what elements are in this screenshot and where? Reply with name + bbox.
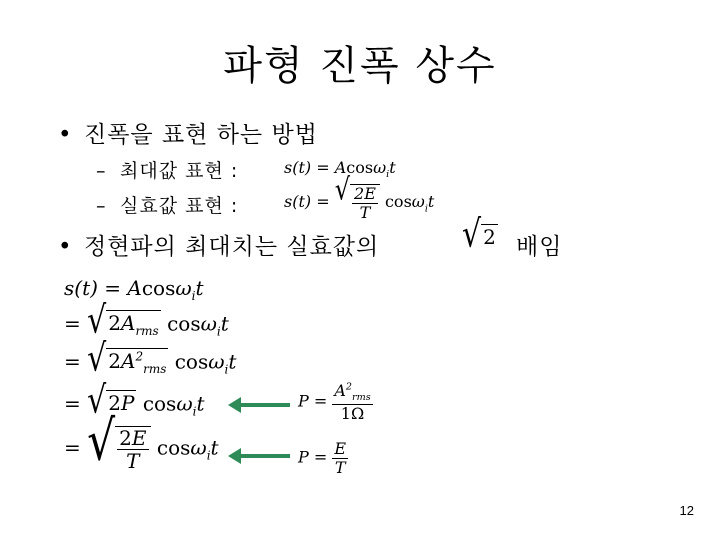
formula-sqrt2: √ 2 [462,212,496,257]
power-formula-1: P = $\frac{A^2_{rms}}{1\Omega}$ [298,381,371,423]
derivation-line-2: = √ $2A_{rms}$ cosω$_i$t [64,298,229,343]
formula-rms: s(t) = √ $\frac{2E}{T}$ cosω$_i$t [284,172,435,222]
sub-peak-representation [96,156,238,183]
bullet-dot: • [58,234,73,260]
bullet-amplitude-methods [58,116,318,149]
sub-text: 최대값 표현 : [120,160,239,182]
page-number: 12 [679,503,694,518]
derivation-line-1: s(t) = Acosω$_i$t [64,276,204,303]
bullet-suffix: 배임 [516,234,563,260]
slide-title: 파형 진폭 상수 [223,43,497,89]
arrow-left-icon [240,403,290,407]
bullet-text: 진폭을 표현 하는 방법 [84,122,318,148]
bullet-peak-rms-relation [58,228,379,261]
derivation-line-5: = √ $\frac{2E}{T}$ cosω$_i$t [64,409,219,474]
formula-peak: s(t) = Acosω$_i$t [284,158,396,181]
power-formula-2: P = $\frac{E}{T}$ [298,439,347,477]
derivation-line-4: = √ 2P cosω$_i$t [64,378,205,423]
sub-text: 실효값 표현 : [120,195,239,217]
dash-mark: – [96,195,107,217]
bullet-text: 정현파의 최대치는 실효값의 [84,234,380,260]
sub-rms-representation [96,191,238,218]
bullet-dot: • [58,122,73,148]
dash-mark: – [96,160,107,182]
arrow-left-icon [240,454,290,458]
derivation-line-3: = √ $2A^2_{rms}$ cosω$_i$t [64,336,237,381]
